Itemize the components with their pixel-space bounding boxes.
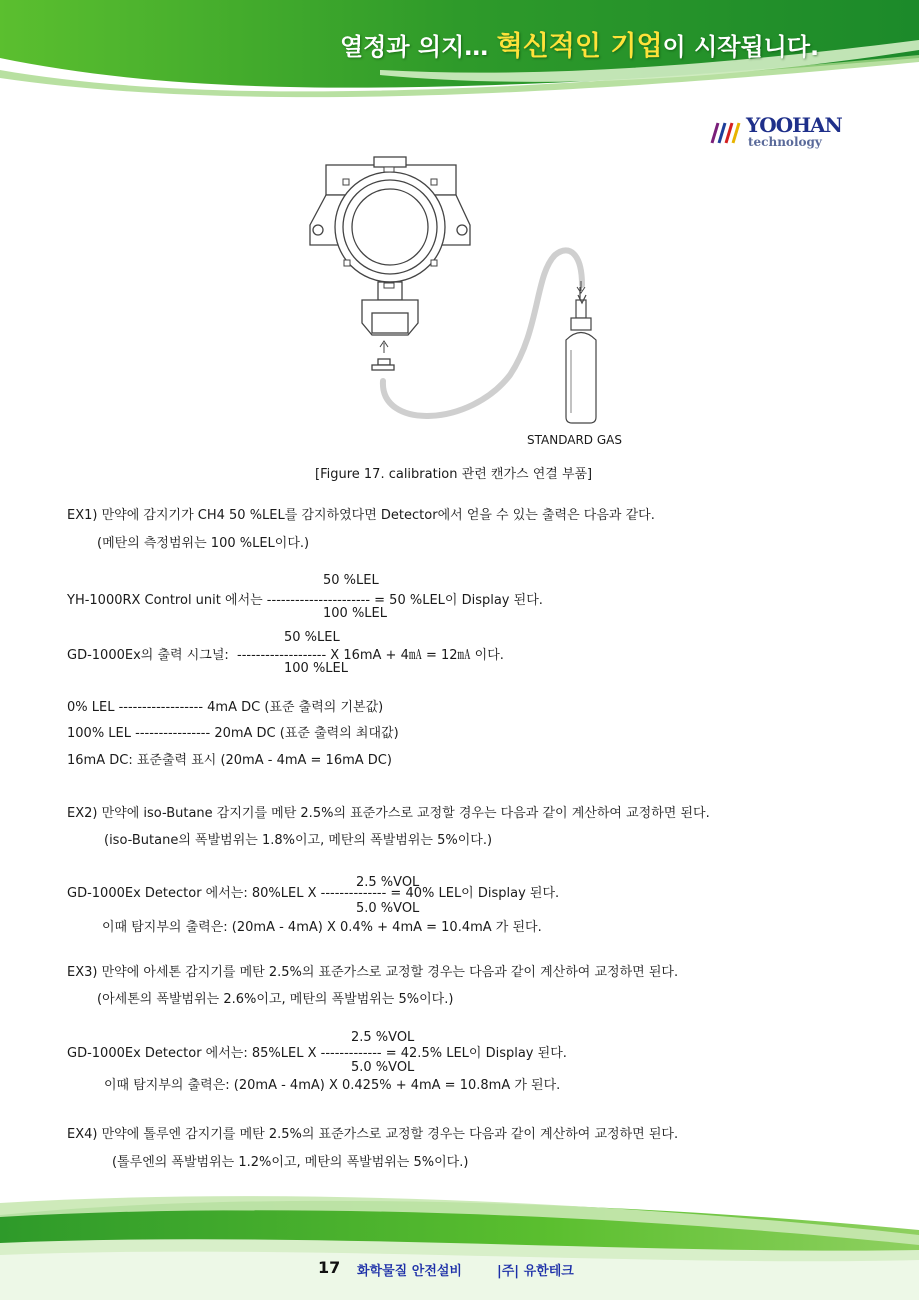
detector-housing-icon <box>310 157 470 370</box>
ex1-intro: EX1) 만약에 감지기가 CH4 50 %LEL를 감지하였다면 Detector에서 얻을 수 있는 출력은 다음과 같다. <box>67 508 655 523</box>
page-number: 17 <box>318 1258 341 1277</box>
gas-cylinder-icon <box>566 287 596 423</box>
ex4-note: (톨루엔의 폭발범위는 1.2%이고, 메탄의 폭발범위는 5%이다.) <box>112 1155 469 1170</box>
ex2-intro: EX2) 만약에 iso-Butane 감지기를 메탄 2.5%의 표준가스로 교정할 경우는 다음과 같이 계산하여 교정하면 된다. <box>67 806 710 821</box>
ex1-line-0lel: 0% LEL ------------------ 4mA DC (표준 출력의 기본값) <box>67 700 384 715</box>
cylinder-label: STANDARD GAS <box>527 433 622 447</box>
ex1-line-100lel: 100% LEL ---------------- 20mA DC (표준 출력의 최대값) <box>67 726 399 741</box>
ex3-intro: EX3) 만약에 아세톤 감지기를 메탄 2.5%의 표준가스로 교정할 경우는 다음과 같이 계산하여 교정하면 된다. <box>67 965 679 980</box>
ex2-output: 이때 탐지부의 출력은: (20mA - 4mA) X 0.4% + 4mA = 10.4mA 가 된다. <box>102 920 542 935</box>
ex1-formula1-numerator: 50 %LEL <box>323 573 379 588</box>
ex2-numerator: 2.5 %VOL <box>356 875 420 890</box>
logo-name: YOOHAN <box>746 113 842 137</box>
header-slogan: 열정과 의지… 혁신적인 기업이 시작됩니다. <box>340 31 820 62</box>
ex1-formula1: YH-1000RX Control unit 에서는 ---------------------- = 50 %LEL이 Display 된다. <box>67 593 543 608</box>
footer-wave-band <box>0 1195 919 1300</box>
logo-subtitle: technology <box>748 135 822 149</box>
arrow-up-icon <box>380 341 388 353</box>
ex3-formula: GD-1000Ex Detector 에서는: 85%LEL X ------------- = 42.5% LEL이 Display 된다. <box>67 1046 567 1061</box>
ex3-note: (아세톤의 폭발범위는 2.6%이고, 메탄의 폭발범위는 5%이다.) <box>97 992 454 1007</box>
ex1-line-16ma: 16mA DC: 표준출력 표시 (20mA - 4mA = 16mA DC) <box>67 753 392 768</box>
ex3-denominator: 5.0 %VOL <box>351 1060 415 1075</box>
ex2-note: (iso-Butane의 폭발범위는 1.8%이고, 메탄의 폭발범위는 5%이다.) <box>104 833 493 848</box>
ex3-output: 이때 탐지부의 출력은: (20mA - 4mA) X 0.425% + 4mA = 10.8mA 가 된다. <box>104 1078 561 1093</box>
footer-company-desc: 화학물질 안전설비 <box>357 1264 462 1279</box>
logo-stripes-icon <box>708 119 746 145</box>
ex4-intro: EX4) 만약에 톨루엔 감지기를 메탄 2.5%의 표준가스로 교정할 경우는 다음과 같이 계산하여 교정하면 된다. <box>67 1127 679 1142</box>
ex1-note: (메탄의 측정범위는 100 %LEL이다.) <box>97 536 310 551</box>
ex1-formula2: GD-1000Ex의 출력 시그널: ------------------- X 16mA + 4㎃ = 12㎃ 이다. <box>67 648 504 663</box>
ex1-formula2-denominator: 100 %LEL <box>284 661 348 676</box>
calibration-figure <box>300 155 640 440</box>
footer-company-name: |주| 유한테크 <box>497 1264 574 1279</box>
ex3-numerator: 2.5 %VOL <box>351 1030 415 1045</box>
ex1-formula1-denominator: 100 %LEL <box>323 606 387 621</box>
header-slogan-highlight: 혁신적인 기업 <box>496 31 663 62</box>
ex2-denominator: 5.0 %VOL <box>356 901 420 916</box>
ex1-formula2-numerator: 50 %LEL <box>284 630 340 645</box>
ex2-formula: GD-1000Ex Detector 에서는: 80%LEL X -------------- = 40% LEL이 Display 된다. <box>67 886 560 901</box>
company-logo <box>708 113 858 153</box>
figure-caption: [Figure 17. calibration 관련 캔가스 연결 부품] <box>315 467 593 482</box>
